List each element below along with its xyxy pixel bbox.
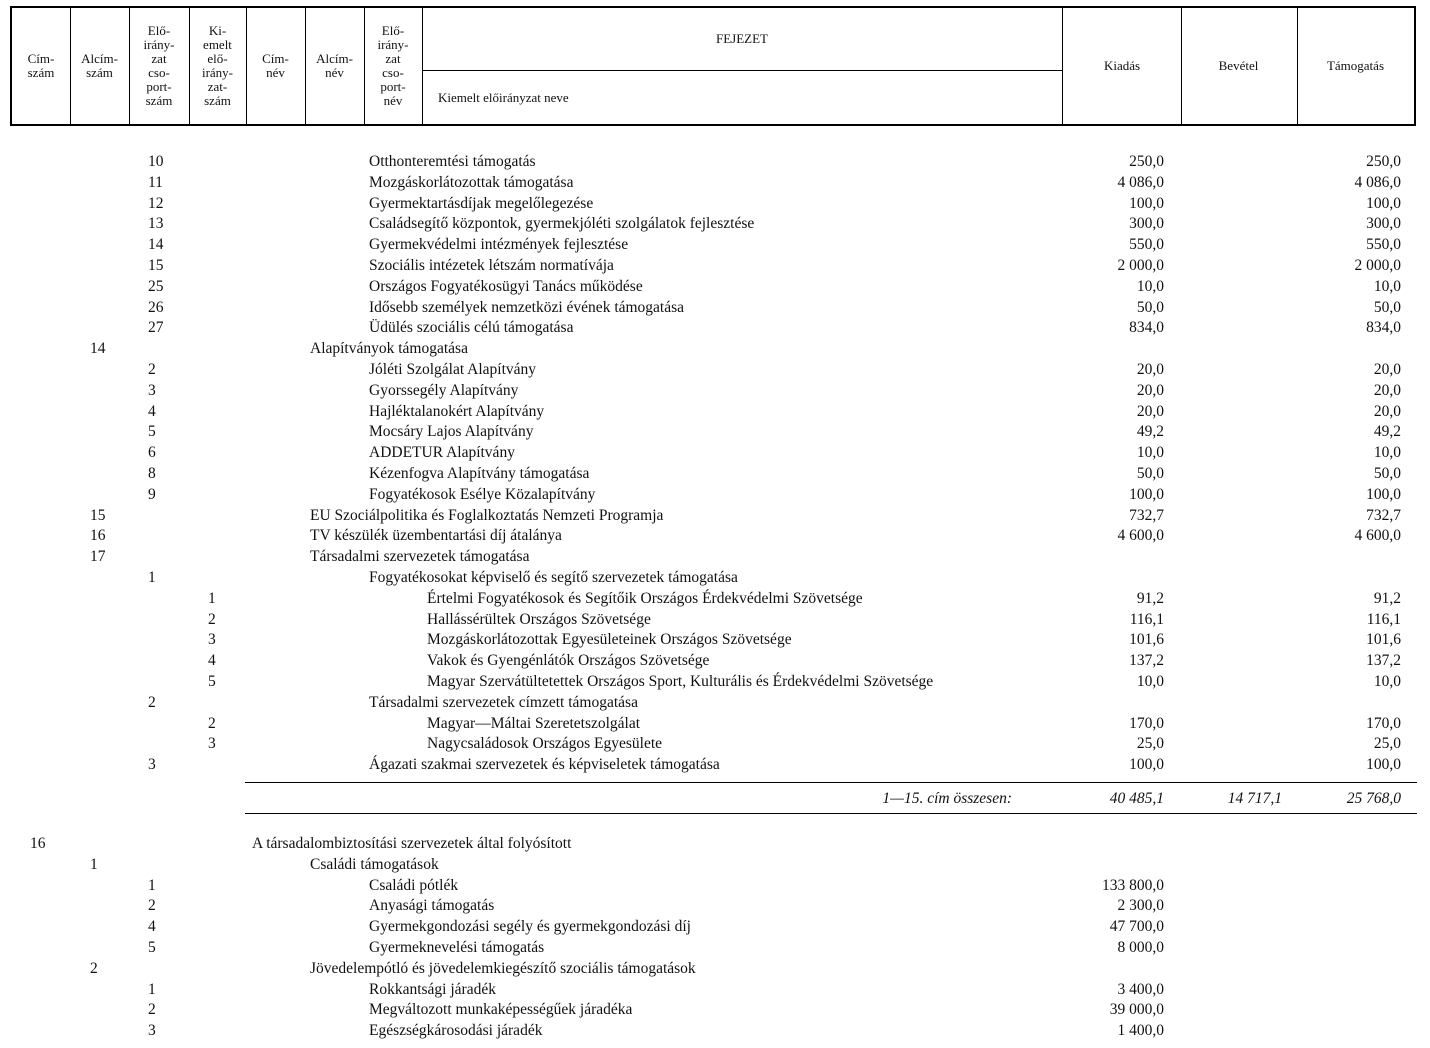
header-tamogatas: Támogatás [1326,58,1385,73]
header-fejezet: FEJEZET [422,8,1062,71]
row-name: Országos Fogyatékosügyi Tanács működése [369,277,643,295]
row-name: Magyar—Máltai Szeretetszolgálat [427,714,641,732]
kiadas-value: 137,2 [1129,652,1164,670]
table-row [0,339,1430,359]
csoport-szam: 11 [148,173,163,191]
kiadas-value: 10,0 [1136,673,1164,690]
tamogatas-value: 170,0 [1366,714,1401,732]
tamogatas-value: 50,0 [1373,298,1401,316]
kiadas-value: 4 086,0 [1117,173,1164,191]
tamogatas-value: 100,0 [1366,756,1401,774]
header-cimszam: Cím- szám [12,8,71,124]
tamogatas-value: 50,0 [1373,465,1401,482]
table-row [0,938,1430,958]
csoport-szam: 5 [148,423,156,441]
header-csoportnev: Elő- irány- zat cso- port- név [364,8,423,124]
table-row [0,152,1430,172]
row-name: Nagycsaládosok Országos Egyesülete [427,735,663,753]
row-name: Társadalmi szervezetek címzett támogatása [369,693,638,711]
row-name: Családi pótlék [369,876,459,894]
table-row [0,485,1430,505]
header-cimnev: Cím- név [246,8,306,124]
row-name: Vakok és Gyengénlátók Országos Szövetsége [427,652,710,670]
kiadas-value: 250,0 [1129,153,1164,170]
alcim-szam: 17 [90,548,106,566]
tamogatas-value: 116,1 [1366,610,1401,628]
table-row [0,298,1430,318]
csoport-szam: 1 [148,980,156,998]
tamogatas-value: 4 086,0 [1354,173,1401,191]
csoport-szam: 2 [148,361,156,378]
row-name: Ágazati szakmai szervezetek és képviseletek támogatása [369,756,720,774]
kiemelt-szam: 2 [208,714,216,732]
kiadas-value: 101,6 [1129,631,1164,649]
tamogatas-value: 250,0 [1366,153,1401,170]
kiadas-value: 732,7 [1129,506,1164,524]
csoport-szam: 4 [148,402,156,420]
row-name: TV készülék üzembentartási díj átalánya [310,527,562,545]
row-name: Rokkantsági járadék [369,980,496,998]
table-row [0,896,1430,916]
csoport-szam: 3 [148,1022,156,1040]
kiemelt-szam: 1 [208,589,216,607]
row-name: Megváltozott munkaképességűek járadéka [369,1001,633,1019]
csoport-szam: 1 [148,569,156,586]
table-row [0,589,1430,609]
kiemelt-szam: 3 [208,735,216,753]
kiadas-value: 3 400,0 [1117,980,1164,998]
kiadas-value: 20,0 [1136,361,1164,378]
kiadas-value: 133 800,0 [1102,876,1164,894]
table-row [0,173,1430,193]
row-name: Jövedelempótló és jövedelemkiegészítő szociális támogatások [310,959,696,977]
row-name: Gyorssegély Alapítvány [369,381,519,399]
kiadas-value: 50,0 [1136,298,1164,316]
table-header [10,6,1416,126]
total-rule-bottom [245,813,1417,814]
kiadas-value: 91,2 [1136,589,1164,607]
total-kiadas: 40 485,1 [1109,790,1164,807]
row-name: Mozgáskorlátozottak Egyesületeinek Országos Szövetsége [427,631,792,649]
tamogatas-value: 4 600,0 [1354,527,1401,545]
table-row [0,506,1430,526]
alcim-szam: 15 [90,506,106,524]
csoport-szam: 1 [148,876,156,894]
table-row [0,194,1430,214]
alcim-szam: 14 [90,340,106,358]
table-row [0,568,1430,588]
header-csoportszam: Elő- irány- zat cso- port- szám [129,8,190,124]
table-row [0,443,1430,463]
row-name: Hallássérültek Országos Szövetsége [427,610,651,628]
table-row [0,214,1430,234]
total-tamogatas: 25 768,0 [1346,790,1401,807]
row-name: Anyasági támogatás [369,897,495,915]
header-alcimszam: Alcím- szám [70,8,130,124]
kiadas-value: 8 000,0 [1117,939,1164,956]
csoport-szam: 2 [148,1001,156,1019]
table-row [0,547,1430,567]
csoport-szam: 25 [148,277,164,295]
csoport-szam: 8 [148,465,156,482]
kiadas-value: 834,0 [1129,319,1164,337]
table-row [0,381,1430,401]
csoport-szam: 13 [148,215,164,233]
kiadas-value: 4 600,0 [1117,527,1164,545]
csoport-szam: 27 [148,319,164,337]
row-name: Idősebb személyek nemzetközi évének támogatása [369,298,685,316]
table-row [0,672,1430,692]
kiemelt-szam: 5 [208,673,216,690]
row-name: Alapítványok támogatása [310,340,468,358]
kiadas-value: 170,0 [1129,714,1164,732]
tamogatas-value: 732,7 [1366,506,1401,524]
csoport-szam: 15 [148,257,164,274]
tamogatas-value: 100,0 [1366,194,1401,212]
csoport-szam: 3 [148,381,156,399]
header-bevetel: Bevétel [1180,8,1298,124]
header-kiadas: Kiadás [1062,8,1182,124]
row-name: Értelmi Fogyatékosok és Segítőik Országos Érdekvédelmi Szövetsége [427,589,863,607]
row-name: Hajléktalanokért Alapítvány [369,402,545,420]
csoport-szam: 14 [148,236,164,254]
tamogatas-value: 2 000,0 [1354,257,1401,274]
table-row [0,855,1430,875]
row-name: EU Szociálpolitika és Foglalkoztatás Nemzeti Programja [310,506,664,524]
row-name: Kézenfogva Alapítvány támogatása [369,465,590,482]
total-bevetel: 14 717,1 [1227,790,1282,807]
tamogatas-value: 10,0 [1373,673,1401,690]
kiadas-value: 300,0 [1129,215,1164,233]
tamogatas-value: 25,0 [1373,735,1401,753]
kiadas-value: 20,0 [1136,402,1164,420]
tamogatas-value: 20,0 [1373,381,1401,399]
row-name: Fogyatékosok Esélye Közalapítvány [369,485,596,503]
row-name: Mocsáry Lajos Alapítvány [369,423,534,441]
tamogatas-value: 91,2 [1373,589,1401,607]
row-name: A társadalombiztosítási szervezetek által folyósított [252,835,572,852]
alcim-szam: 1 [90,855,98,873]
kiadas-value: 100,0 [1129,485,1164,503]
csoport-szam: 2 [148,693,156,711]
tamogatas-value: 101,6 [1366,631,1401,649]
kiadas-value: 550,0 [1129,236,1164,254]
row-name: Gyermektartásdíjak megelőlegezése [369,194,594,212]
table-row [0,876,1430,896]
table-row [0,755,1430,775]
row-name: Magyar Szervátültetettek Országos Sport, Kulturális és Érdekvédelmi Szövetsége [427,673,934,690]
table-row [0,526,1430,546]
table-row [0,1021,1430,1041]
kiadas-value: 25,0 [1136,735,1164,753]
kiadas-value: 1 400,0 [1117,1022,1164,1040]
kiadas-value: 20,0 [1136,381,1164,399]
table-row [0,734,1430,754]
table-row [0,693,1430,713]
table-row [0,610,1430,630]
alcim-szam: 2 [90,959,98,977]
tamogatas-value: 10,0 [1373,277,1401,295]
tamogatas-value: 49,2 [1373,423,1401,441]
row-name: Gyermeknevelési támogatás [369,939,545,956]
kiadas-value: 39 000,0 [1109,1001,1164,1019]
tamogatas-value: 20,0 [1373,361,1401,378]
table-row [0,402,1430,422]
row-name: Szociális intézetek létszám normatívája [369,257,614,274]
table-row [0,464,1430,484]
row-name: Mozgáskorlátozottak támogatása [369,173,574,191]
total-label: 1—15. cím összesen: [882,790,1012,807]
row-name: Jóléti Szolgálat Alapítvány [369,361,537,378]
row-name: Gyermekvédelmi intézmények fejlesztése [369,236,629,254]
table-row [0,235,1430,255]
table-row [0,318,1430,338]
row-name: Otthonteremtési támogatás [369,153,536,170]
tamogatas-value: 20,0 [1373,402,1401,420]
tamogatas-value: 10,0 [1373,444,1401,462]
table-row [0,256,1430,276]
table-row [0,834,1430,854]
table-row [0,917,1430,937]
header-kiemeltszam: Ki- emelt elő- irány- zat- szám [189,8,247,124]
table-row [0,1000,1430,1020]
alcim-szam: 16 [90,527,106,545]
kiemelt-szam: 4 [208,652,216,670]
kiadas-value: 100,0 [1129,194,1164,212]
csoport-szam: 2 [148,897,156,915]
row-name: Gyermekgondozási segély és gyermekgondozási díj [369,918,691,936]
kiadas-value: 50,0 [1136,465,1164,482]
kiemelt-szam: 2 [208,610,216,628]
cim-szam: 16 [30,835,46,852]
kiadas-value: 2 000,0 [1117,257,1164,274]
csoport-szam: 26 [148,298,164,316]
total-rule-top [245,782,1417,783]
table-row [0,630,1430,650]
kiadas-value: 116,1 [1129,610,1164,628]
row-name: Üdülés szociális célú támogatása [369,319,574,337]
table-row [0,714,1430,734]
kiadas-value: 47 700,0 [1109,918,1164,936]
row-name: Családi támogatások [310,855,439,873]
csoport-szam: 3 [148,756,156,774]
kiadas-value: 10,0 [1136,277,1164,295]
csoport-szam: 5 [148,939,156,956]
kiadas-value: 100,0 [1129,756,1164,774]
total-row [0,789,1430,809]
header-kiemelt-nev: Kiemelt előirányzat neve [438,89,569,105]
kiemelt-szam: 3 [208,631,216,649]
row-name: Egészségkárosodási járadék [369,1022,543,1040]
csoport-szam: 12 [148,194,164,212]
row-name: Fogyatékosokat képviselő és segítő szervezetek támogatása [369,569,738,586]
tamogatas-value: 100,0 [1366,485,1401,503]
kiadas-value: 10,0 [1136,444,1164,462]
csoport-szam: 6 [148,444,156,462]
tamogatas-value: 300,0 [1366,215,1401,233]
kiadas-value: 49,2 [1136,423,1164,441]
table-row [0,360,1430,380]
csoport-szam: 10 [148,153,164,170]
table-row [0,980,1430,1000]
table-row [0,959,1430,979]
csoport-szam: 4 [148,918,156,936]
row-name: Családsegítő központok, gyermekjóléti szolgálatok fejlesztése [369,215,755,233]
kiadas-value: 2 300,0 [1117,897,1164,915]
header-alcimnev: Alcím- név [305,8,365,124]
table-row [0,277,1430,297]
row-name: ADDETUR Alapítvány [369,444,515,462]
table-row [0,651,1430,671]
csoport-szam: 9 [148,485,156,503]
table-row [0,422,1430,442]
row-name: Társadalmi szervezetek támogatása [310,548,530,566]
tamogatas-value: 834,0 [1366,319,1401,337]
tamogatas-value: 550,0 [1366,236,1401,254]
tamogatas-value: 137,2 [1366,652,1401,670]
